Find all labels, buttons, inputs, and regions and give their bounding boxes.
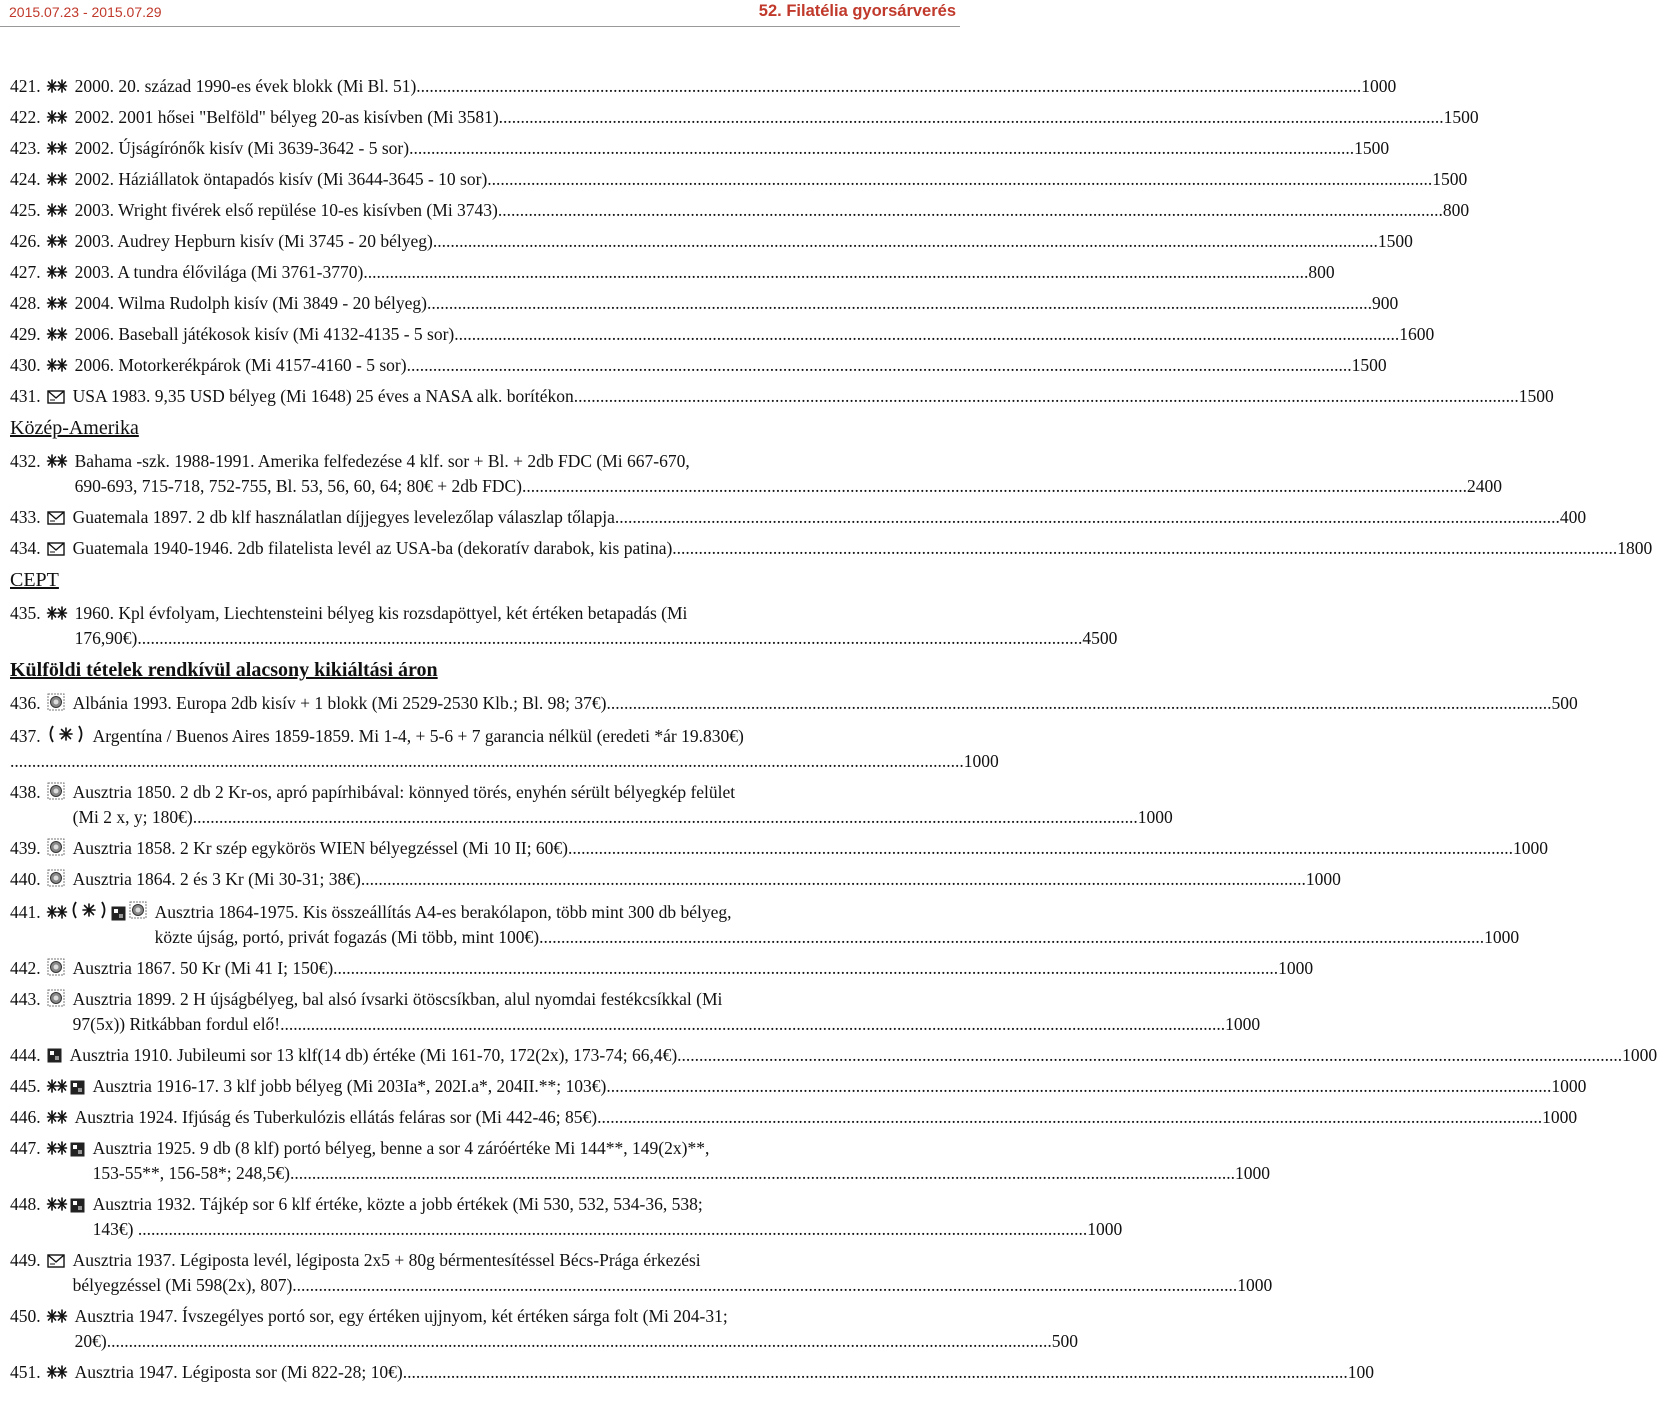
lot-item	[10, 780, 1173, 830]
lot-item	[10, 1043, 1657, 1068]
mint-stamp-icon	[47, 451, 67, 467]
starting-price: 1000	[1484, 927, 1520, 947]
lot-description: Ausztria 1932. Tájkép sor 6 klf értéke, közte a jobb értékek (Mi 530, 532, 534-36, 538;	[92, 1194, 703, 1214]
dot-leader	[193, 805, 1138, 830]
lot-number: 426.	[10, 231, 41, 251]
lot-item	[10, 229, 1413, 254]
starting-price: 4500	[1082, 628, 1118, 648]
lot-number: 442.	[10, 958, 41, 978]
lot-number: 448.	[10, 1194, 41, 1214]
condition-icons	[47, 869, 73, 887]
lot-description: Ausztria 1850. 2 db 2 Kr-os, apró papírhibával: könnyed törés, enyhén sérült bélyegkép felület	[72, 782, 736, 802]
condition-icons	[47, 169, 75, 185]
used-stamp-icon	[47, 869, 65, 887]
dot-leader	[568, 836, 1513, 861]
lot-item	[10, 105, 1479, 130]
mixed-stamp-icon	[70, 1139, 85, 1154]
used-stamp-icon	[47, 693, 65, 711]
lot-item	[10, 1248, 1273, 1298]
hinged-stamp-icon	[47, 724, 85, 744]
mint-stamp-icon	[47, 1194, 67, 1210]
used-stamp-icon	[47, 989, 65, 1007]
lot-item	[10, 956, 1314, 981]
lot-number: 441.	[10, 902, 41, 922]
lot-description-continued: közte újság, portó, privát fogazás (Mi több, mint 100€)	[154, 927, 540, 947]
starting-price: 1000	[1225, 1014, 1261, 1034]
lot-description: Bahama -szk. 1988-1991. Amerika felfedezése 4 klf. sor + Bl. + 2db FDC (Mi 667-670,	[74, 451, 690, 471]
dot-leader	[107, 1329, 1052, 1354]
lot-description-continued: 153-55**, 156-58*; 248,5€)	[92, 1163, 290, 1183]
starting-price: 1000	[1305, 869, 1341, 889]
lot-number: 433.	[10, 507, 41, 527]
lot-number: 424.	[10, 169, 41, 189]
condition-icons	[47, 200, 75, 216]
starting-price: 1000	[1551, 1076, 1587, 1096]
starting-price: 800	[1442, 200, 1470, 220]
lot-description-continued: 97(5x)) Ritkábban fordul elő!	[72, 1014, 281, 1034]
lot-item	[10, 505, 1587, 530]
condition-icons	[47, 693, 73, 711]
dot-leader	[19, 749, 964, 774]
mint-stamp-icon	[47, 107, 67, 123]
lot-description: Ausztria 1947. Ívszegélyes portó sor, egy értéken ujjnyom, két értéken sárga folt (Mi 204-31;	[74, 1306, 728, 1326]
condition-icons	[47, 293, 75, 309]
lot-item	[10, 1360, 1374, 1385]
condition-icons	[47, 76, 75, 92]
lot-item	[10, 353, 1387, 378]
mint-stamp-icon	[47, 324, 67, 340]
lot-item	[10, 384, 1554, 409]
dot-leader	[522, 474, 1467, 499]
lot-item	[10, 260, 1335, 285]
lot-number: 421.	[10, 76, 41, 96]
auction-title: 52. Filatélia gyorsárverés	[758, 2, 956, 20]
lot-number: 445.	[10, 1076, 41, 1096]
lot-number: 451.	[10, 1362, 41, 1382]
lot-number: 439.	[10, 838, 41, 858]
lot-description: 2003. Wright fivérek első repülése 10-es kisívben (Mi 3743)	[74, 200, 498, 220]
lot-description: Guatemala 1897. 2 db klf használatlan díjjegyes levelezőlap válaszlap tőlapja	[72, 507, 615, 527]
lot-number: 431.	[10, 386, 41, 406]
dot-leader	[606, 1074, 1551, 1099]
lot-description: 2006. Motorkerékpárok (Mi 4157-4160 - 5 sor)	[74, 355, 407, 375]
lot-number: 435.	[10, 603, 41, 623]
starting-price: 1000	[1361, 76, 1397, 96]
lot-description: Guatemala 1940-1946. 2db filatelista levél az USA-ba (dekoratív darabok, kis patina)	[72, 538, 673, 558]
condition-icons	[47, 1045, 70, 1060]
lot-description: Ausztria 1925. 9 db (8 klf) portó bélyeg, benne a sor 4 záróértéke Mi 144**, 149(2x)**,	[92, 1138, 710, 1158]
dot-leader	[407, 353, 1352, 378]
lot-description: 2003. Audrey Hepburn kisív (Mi 3745 - 20 bélyeg)	[74, 231, 433, 251]
used-stamp-icon	[47, 958, 65, 976]
condition-icons	[47, 838, 73, 856]
mint-stamp-icon	[47, 293, 67, 309]
starting-price: 1000	[1513, 838, 1549, 858]
lot-description: 2006. Baseball játékosok kisív (Mi 4132-4135 - 5 sor)	[74, 324, 455, 344]
lot-number: 438.	[10, 782, 41, 802]
lot-item	[10, 449, 1502, 499]
condition-icons	[47, 1194, 93, 1210]
lot-item	[10, 987, 1261, 1037]
condition-icons	[47, 262, 75, 278]
lot-description: Ausztria 1910. Jubileumi sor 13 klf(14 db) értéke (Mi 161-70, 172(2x), 173-74; 66,4€)	[69, 1045, 678, 1065]
lot-description: 2004. Wilma Rudolph kisív (Mi 3849 - 20 bélyeg)	[74, 293, 427, 313]
lot-item	[10, 136, 1390, 161]
dot-leader	[363, 260, 1308, 285]
lot-description: 2000. 20. század 1990-es évek blokk (Mi Bl. 51)	[74, 76, 417, 96]
lot-description: 2002. Háziállatok öntapadós kisív (Mi 3644-3645 - 10 sor)	[74, 169, 488, 189]
mint-stamp-icon	[47, 1107, 67, 1123]
dot-leader	[433, 229, 1378, 254]
lot-description-continued: (Mi 2 x, y; 180€)	[72, 807, 193, 827]
starting-price: 1500	[1518, 386, 1554, 406]
dot-leader	[292, 1273, 1237, 1298]
lot-number: 432.	[10, 451, 41, 471]
condition-icons	[47, 324, 75, 340]
lot-description-continued: ..	[10, 751, 19, 771]
lot-description-continued: 690-693, 715-718, 752-755, Bl. 53, 56, 60, 64; 80€ + 2db FDC)	[74, 476, 522, 496]
mint-stamp-icon	[47, 169, 67, 185]
dot-leader	[333, 956, 1278, 981]
mixed-stamp-icon	[70, 1195, 85, 1210]
starting-price: 100	[1347, 1362, 1374, 1382]
condition-icons	[47, 451, 75, 467]
lot-number: 447.	[10, 1138, 41, 1158]
condition-icons	[47, 1250, 73, 1264]
lot-number: 437.	[10, 726, 41, 746]
envelope-icon	[47, 538, 65, 552]
dot-leader	[454, 322, 1399, 347]
lot-item	[10, 836, 1549, 861]
starting-price: 1600	[1399, 324, 1435, 344]
section-heading: Külföldi tételek rendkívül alacsony kikiáltási áron	[10, 659, 438, 681]
mint-stamp-icon	[47, 1138, 67, 1154]
lot-item	[10, 722, 999, 774]
lot-description: 1960. Kpl évfolyam, Liechtensteini bélyeg kis rozsdapöttyel, két értéken betapadás (Mi	[74, 603, 688, 623]
dot-leader	[539, 925, 1484, 950]
condition-icons	[47, 507, 73, 521]
dot-leader	[677, 1043, 1622, 1068]
lot-number: 428.	[10, 293, 41, 313]
dot-leader	[290, 1161, 1235, 1186]
lot-item	[10, 898, 1520, 950]
lot-description: 2002. Újságírónők kisív (Mi 3639-3642 - 5 sor)	[74, 138, 410, 158]
lot-item	[10, 536, 1653, 561]
condition-icons	[47, 900, 155, 920]
envelope-icon	[47, 507, 65, 521]
lot-item	[10, 74, 1397, 99]
condition-icons	[47, 355, 75, 371]
lot-number: 446.	[10, 1107, 41, 1127]
starting-price: 1500	[1443, 107, 1479, 127]
dot-leader	[280, 1012, 1225, 1037]
dot-leader	[142, 1217, 1087, 1242]
lot-number: 423.	[10, 138, 41, 158]
mint-stamp-icon	[47, 1362, 67, 1378]
lot-description: USA 1983. 9,35 USD bélyeg (Mi 1648) 25 éves a NASA alk. borítékon	[72, 386, 574, 406]
condition-icons	[47, 958, 73, 976]
dot-leader	[137, 626, 1082, 651]
lot-number: 449.	[10, 1250, 41, 1270]
starting-price: 1000	[1278, 958, 1314, 978]
lot-description: Ausztria 1899. 2 H újságbélyeg, bal alsó ívsarki ötöscsíkban, alul nyomdai festékcsíkkal (Mi	[72, 989, 723, 1009]
mint-stamp-icon	[47, 262, 67, 278]
auction-dates: 2015.07.23 - 2015.07.29	[9, 4, 162, 20]
mint-stamp-icon	[47, 138, 67, 154]
mint-stamp-icon	[47, 902, 67, 918]
condition-icons	[47, 603, 75, 619]
starting-price: 1000	[1137, 807, 1173, 827]
lot-number: 440.	[10, 869, 41, 889]
lot-item	[10, 1304, 1078, 1354]
condition-icons	[47, 538, 73, 552]
lot-item	[10, 322, 1435, 347]
condition-icons	[47, 1107, 75, 1123]
lot-item	[10, 1105, 1578, 1130]
condition-icons	[47, 724, 93, 744]
starting-price: 1500	[1351, 355, 1387, 375]
lot-description: Ausztria 1947. Légiposta sor (Mi 822-28; 10€)	[74, 1362, 403, 1382]
dot-leader	[487, 167, 1432, 192]
lot-number: 425.	[10, 200, 41, 220]
lot-number: 434.	[10, 538, 41, 558]
dot-leader	[615, 505, 1560, 530]
lot-description: Ausztria 1858. 2 Kr szép egykörös WIEN bélyegzéssel (Mi 10 II; 60€)	[72, 838, 569, 858]
starting-price: 1000	[1622, 1045, 1657, 1065]
dot-leader	[403, 1360, 1348, 1385]
dot-leader	[607, 691, 1552, 716]
starting-price: 500	[1551, 693, 1578, 713]
lot-item	[10, 1136, 1270, 1186]
dot-leader	[499, 105, 1444, 130]
dot-leader	[597, 1105, 1542, 1130]
lot-item	[10, 198, 1470, 223]
mint-stamp-icon	[47, 231, 67, 247]
lot-description: Ausztria 1916-17. 3 klf jobb bélyeg (Mi 203Ia*, 202I.a*, 204II.**; 103€)	[92, 1076, 607, 1096]
lot-number: 422.	[10, 107, 41, 127]
condition-icons	[47, 1138, 93, 1154]
condition-icons	[47, 1076, 93, 1092]
section-heading: CEPT	[10, 569, 59, 591]
lot-description: Ausztria 1864-1975. Kis összeállítás A4-es berakólapon, több mint 300 db bélyeg,	[154, 902, 732, 922]
condition-icons	[47, 138, 75, 154]
hinged-stamp-icon	[70, 900, 108, 920]
lot-item	[10, 691, 1578, 716]
envelope-icon	[47, 386, 65, 400]
lot-list	[10, 74, 1657, 1391]
dot-leader	[672, 536, 1617, 561]
dot-leader	[574, 384, 1519, 409]
lot-item	[10, 867, 1341, 892]
mint-stamp-icon	[47, 1306, 67, 1322]
lot-number: 427.	[10, 262, 41, 282]
used-stamp-icon	[129, 901, 147, 919]
lot-description-continued: bélyegzéssel (Mi 598(2x), 807)	[72, 1275, 293, 1295]
mint-stamp-icon	[47, 1076, 67, 1092]
lot-description: 2003. A tundra élővilága (Mi 3761-3770)	[74, 262, 364, 282]
mixed-stamp-icon	[47, 1045, 62, 1060]
lot-description-continued: 176,90€)	[74, 628, 138, 648]
lot-item	[10, 1192, 1123, 1242]
lot-number: 450.	[10, 1306, 41, 1326]
condition-icons	[47, 989, 73, 1007]
condition-icons	[47, 1306, 75, 1322]
starting-price: 500	[1051, 1331, 1078, 1351]
lot-description: Ausztria 1924. Ifjúság és Tuberkulózis ellátás feláras sor (Mi 442-46; 85€)	[74, 1107, 598, 1127]
starting-price: 1000	[963, 751, 999, 771]
mint-stamp-icon	[47, 603, 67, 619]
starting-price: 1000	[1237, 1275, 1273, 1295]
condition-icons	[47, 231, 75, 247]
lot-description: Ausztria 1937. Légiposta levél, légiposta 2x5 + 80g bérmentesítéssel Bécs-Prága érkezési	[72, 1250, 701, 1270]
mint-stamp-icon	[47, 76, 67, 92]
dot-leader	[427, 291, 1372, 316]
starting-price: 400	[1559, 507, 1587, 527]
dot-leader	[361, 867, 1306, 892]
used-stamp-icon	[47, 782, 65, 800]
lot-description-continued: 20€)	[74, 1331, 107, 1351]
lot-number: 436.	[10, 693, 41, 713]
lot-number: 429.	[10, 324, 41, 344]
starting-price: 1000	[1234, 1163, 1270, 1183]
starting-price: 2400	[1467, 476, 1502, 496]
starting-price: 800	[1308, 262, 1335, 282]
mint-stamp-icon	[47, 200, 67, 216]
page-header	[0, 0, 960, 27]
lot-description: Ausztria 1867. 50 Kr (Mi 41 I; 150€)	[72, 958, 334, 978]
lot-number: 444.	[10, 1045, 41, 1065]
starting-price: 1500	[1354, 138, 1390, 158]
mixed-stamp-icon	[111, 903, 126, 918]
starting-price: 1000	[1087, 1219, 1123, 1239]
dot-leader	[498, 198, 1443, 223]
condition-icons	[47, 386, 73, 400]
mint-stamp-icon	[47, 355, 67, 371]
lot-description: Argentína / Buenos Aires 1859-1859. Mi 1-4, + 5-6 + 7 garancia nélkül (eredeti *ár 19.830€)	[92, 726, 744, 746]
starting-price: 1000	[1542, 1107, 1578, 1127]
lot-description: 2002. 2001 hősei "Belföld" bélyeg 20-as kisívben (Mi 3581)	[74, 107, 499, 127]
starting-price: 900	[1371, 293, 1399, 313]
lot-item	[10, 291, 1399, 316]
lot-description: Albánia 1993. Europa 2db kisív + 1 blokk (Mi 2529-2530 Klb.; Bl. 98; 37€)	[72, 693, 607, 713]
starting-price: 1800	[1617, 538, 1653, 558]
lot-item	[10, 601, 1118, 651]
lot-number: 430.	[10, 355, 41, 375]
lot-description: Ausztria 1864. 2 és 3 Kr (Mi 30-31; 38€)	[72, 869, 361, 889]
used-stamp-icon	[47, 838, 65, 856]
lot-item	[10, 1074, 1587, 1099]
section-heading: Közép-Amerika	[10, 417, 139, 439]
condition-icons	[47, 782, 73, 800]
starting-price: 1500	[1377, 231, 1413, 251]
dot-leader	[409, 136, 1354, 161]
condition-icons	[47, 107, 75, 123]
mixed-stamp-icon	[70, 1077, 85, 1092]
lot-number: 443.	[10, 989, 41, 1009]
starting-price: 1500	[1432, 169, 1468, 189]
lot-description-continued: 143€) .	[92, 1219, 143, 1239]
envelope-icon	[47, 1250, 65, 1264]
condition-icons	[47, 1362, 75, 1378]
lot-item	[10, 167, 1468, 192]
dot-leader	[416, 74, 1361, 99]
